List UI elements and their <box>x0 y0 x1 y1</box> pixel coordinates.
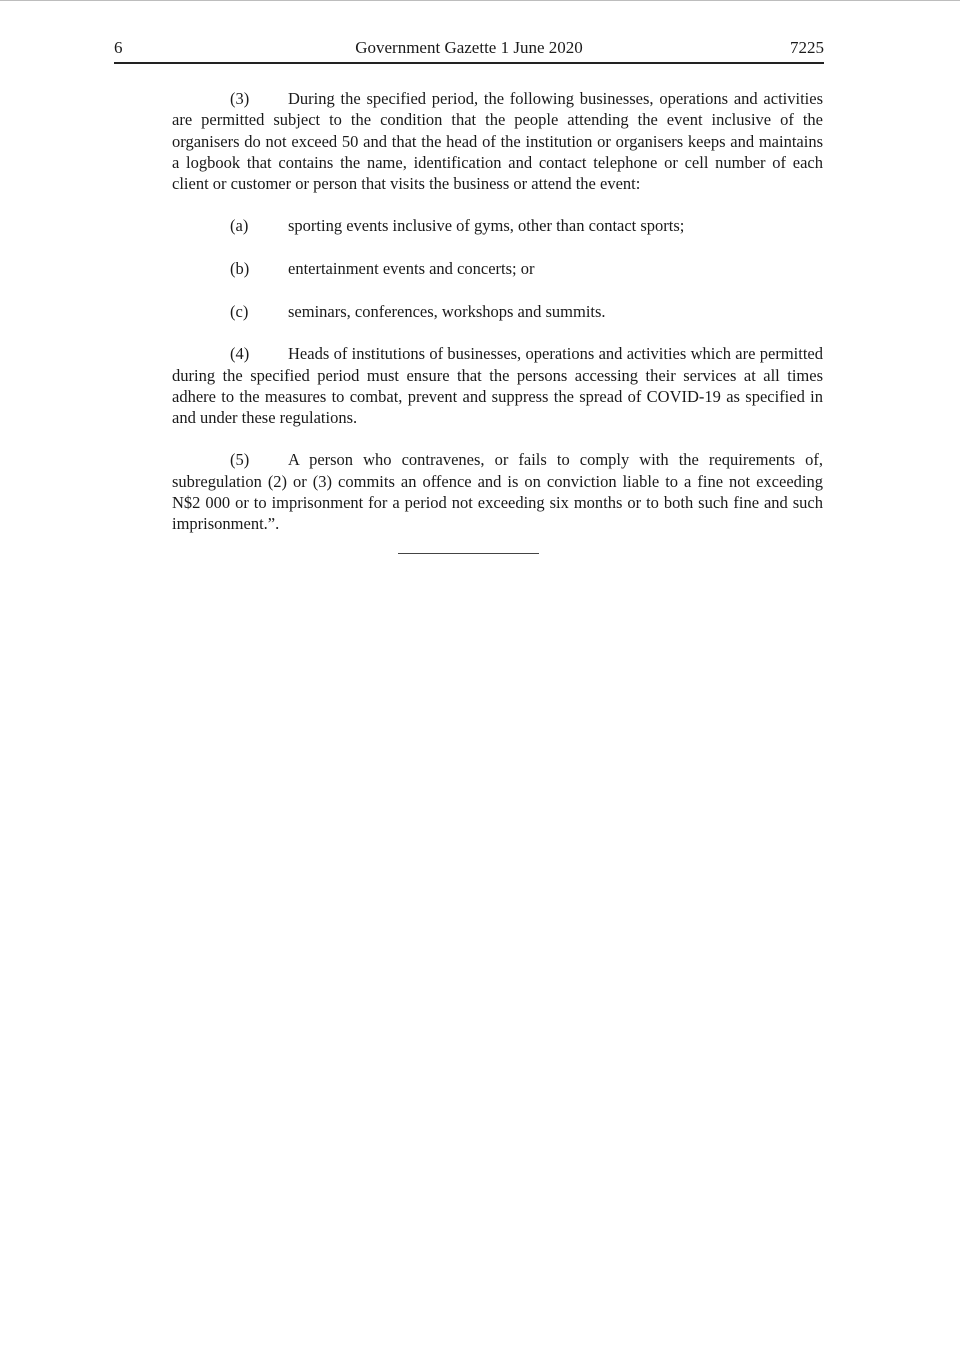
list-item-text: seminars, conferences, workshops and summits. <box>288 301 606 321</box>
list-item-b <box>172 258 823 279</box>
list-item-a <box>172 215 823 236</box>
paragraph-4 <box>172 343 823 428</box>
document-body <box>172 88 823 556</box>
paragraph-number: (3) <box>230 89 250 108</box>
list-item-text: entertainment events and concerts; or <box>288 259 535 279</box>
paragraph-text: Heads of institutions of businesses, operations and activities which are permitted during the specified period must ensure that the persons accessing their services at all times adhere to the measures to combat, prevent and suppress the spread of COVID-19 as specified in and under these regulations. <box>172 344 823 428</box>
page-header <box>114 36 824 62</box>
paragraph-text: During the specified period, the following businesses, operations and activities are permitted subject to the condition that the people attending the event inclusive of the organisers do not exceed 50 and that the head of the institution or organisers keeps and maintains a logbook that contains the name, identification and contact telephone or cell number of each client or customer or person that visits the business or attend the event: <box>172 89 823 194</box>
list-item-label: (a) <box>230 216 249 236</box>
end-of-section-rule <box>398 553 539 554</box>
paragraph-number: (4) <box>230 344 250 364</box>
page-top-edge <box>0 0 960 1</box>
list-item-text: sporting events inclusive of gyms, other than contact sports; <box>288 216 685 236</box>
list-item-label: (b) <box>230 259 250 279</box>
header-rule <box>114 62 824 64</box>
paragraph-number: (5) <box>230 450 250 470</box>
list-item-c <box>172 301 823 322</box>
paragraph-text: A person who contravenes, or fails to comply with the requirements of, subregulation (2) or (3) commits an offence and is on conviction liable to a fine not exceeding N$2 000 or to imprisonment for a period not exceeding six months or to both such fine and such imprisonment.”. <box>172 450 823 534</box>
gazette-title: Government Gazette 1 June 2020 <box>355 38 583 57</box>
page-number: 6 <box>114 38 123 57</box>
list-item-label: (c) <box>230 301 249 321</box>
paragraph-3 <box>172 88 823 194</box>
paragraph-5 <box>172 449 823 534</box>
gazette-number: 7225 <box>790 38 824 57</box>
